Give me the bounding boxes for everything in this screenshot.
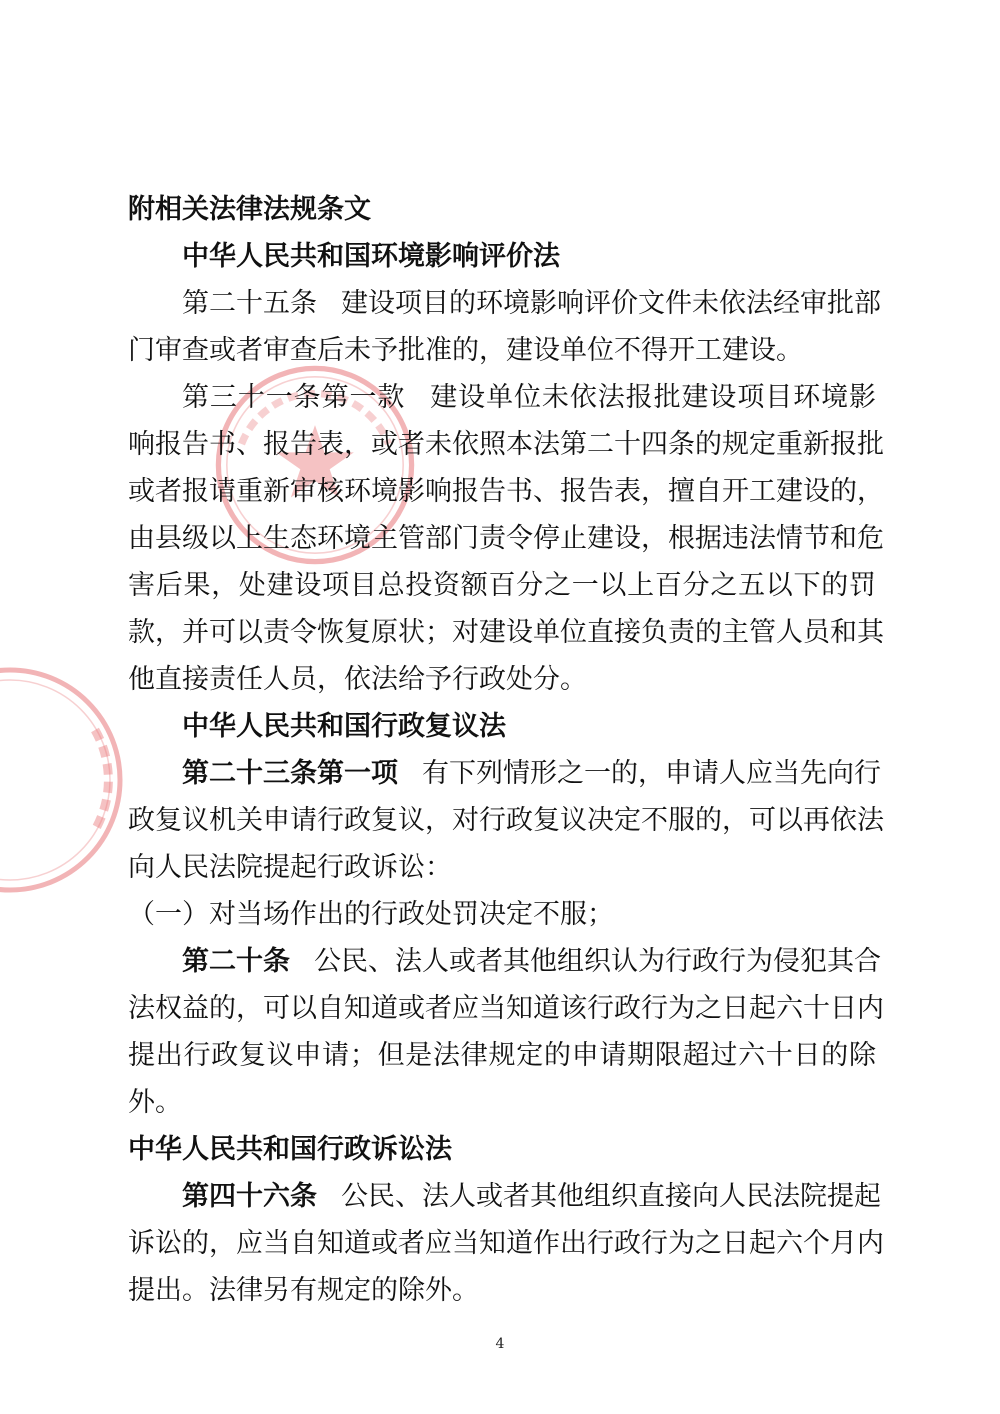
section-heading-admin-litigation-law: 中华人民共和国行政诉讼法	[128, 1134, 452, 1165]
article-text: 有下列情形之一的，申请人应当先向行	[422, 758, 881, 789]
article-line	[128, 374, 876, 421]
article-line	[128, 280, 881, 327]
article-line: 外。	[128, 1087, 182, 1118]
article-line: 政复议机关申请行政复议，对行政复议决定不服的，可以再依法	[128, 805, 884, 836]
article-line	[128, 938, 881, 985]
article-line: 法权益的，可以自知道或者应当知道该行政行为之日起六十日内	[128, 993, 884, 1024]
article-line: 或者报请重新审核环境影响报告书、报告表，擅自开工建设的，	[128, 476, 884, 507]
article-line: 响报告书、报告表，或者未依照本法第二十四条的规定重新报批	[128, 429, 884, 460]
article-item: （一）对当场作出的行政处罚决定不服；	[128, 899, 614, 930]
document-title: 附相关法律法规条文	[128, 194, 371, 225]
article-head: 第二十五条	[182, 288, 317, 319]
article-line: 提出。法律另有规定的除外。	[128, 1275, 479, 1306]
article-line: 门审查或者审查后未予批准的，建设单位不得开工建设。	[128, 335, 803, 366]
article-line: 款，并可以责令恢复原状；对建设单位直接负责的主管人员和其	[128, 617, 884, 648]
article-line: 他直接责任人员，依法给予行政处分。	[128, 664, 587, 695]
article-line	[128, 750, 881, 797]
article-text: 公民、法人或者其他组织认为行政行为侵犯其合	[314, 946, 881, 977]
article-line	[128, 1173, 881, 1220]
article-line: 提出行政复议申请；但是法律规定的申请期限超过六十日的除	[128, 1040, 876, 1071]
document-body	[128, 186, 884, 1314]
section-heading-admin-review-law: 中华人民共和国行政复议法	[182, 711, 506, 742]
article-line: 向人民法院提起行政诉讼：	[128, 852, 452, 883]
article-line: 由县级以上生态环境主管部门责令停止建设，根据违法情节和危	[128, 523, 884, 554]
page-number: 4	[495, 1336, 505, 1352]
article-text: 公民、法人或者其他组织直接向人民法院提起	[341, 1181, 881, 1212]
article-text: 建设项目的环境影响评价文件未依法经审批部	[341, 288, 881, 319]
article-head: 第二十三条第一项	[182, 758, 398, 789]
article-head: 第四十六条	[182, 1181, 317, 1212]
article-head: 第三十一条第一款	[182, 382, 406, 413]
section-heading-eia-law: 中华人民共和国环境影响评价法	[182, 241, 560, 272]
article-line: 诉讼的，应当自知道或者应当知道作出行政行为之日起六个月内	[128, 1228, 884, 1259]
article-line: 害后果，处建设项目总投资额百分之一以上百分之五以下的罚	[128, 570, 876, 601]
article-head: 第二十条	[182, 946, 290, 977]
official-seal-stamp-partial	[0, 660, 130, 900]
article-text: 建设单位未依法报批建设项目环境影	[429, 382, 877, 413]
